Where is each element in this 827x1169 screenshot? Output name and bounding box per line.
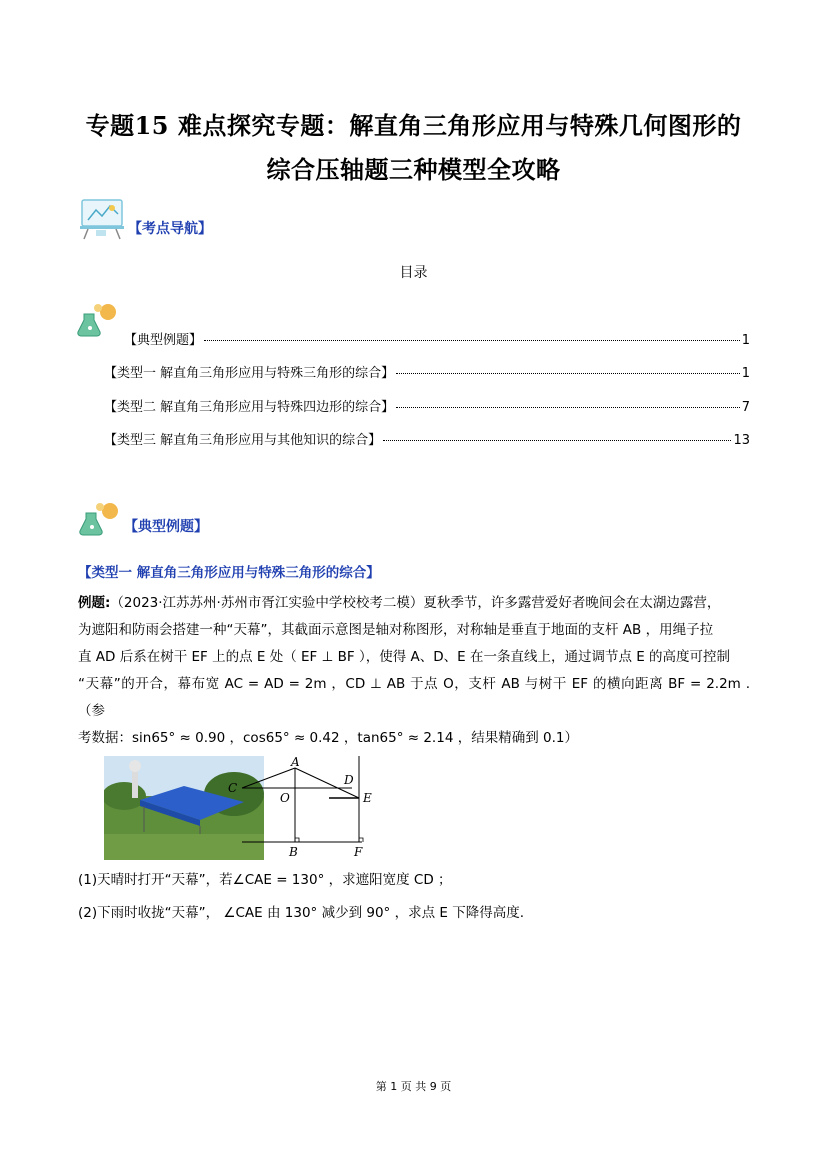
toc-item-label: 【类型二 解直角三角形应用与特殊四边形的综合】 bbox=[104, 400, 395, 415]
toc-leader-dots bbox=[204, 340, 740, 341]
title-line-2: 综合压轴题三种模型全攻略 bbox=[266, 155, 561, 184]
example-line-5: 考数据：sin65° ≈ 0.90 ，cos65° ≈ 0.42 ，tan65° ≈ 2.14 ，结果精确到 0.1） bbox=[78, 730, 578, 746]
geometry-diagram bbox=[222, 752, 382, 862]
toc-item-typical[interactable] bbox=[124, 329, 750, 348]
example-line-1: （2023·江苏苏州·苏州市胥江实验中学校校考二模）夏秋季节，许多露营爱好者晚间会在太湖边露营， bbox=[110, 595, 721, 611]
label-e: E bbox=[363, 791, 372, 805]
examples-section-head bbox=[78, 500, 208, 538]
label-b: B bbox=[289, 845, 298, 859]
right-angle-b bbox=[295, 838, 299, 842]
example-line-2: 为遮阳和防雨会搭建一种“天幕”，其截面示意图是轴对称图形，对称轴是垂直于地面的支杆 AB ，用绳子拉 bbox=[78, 622, 714, 638]
label-a: A bbox=[291, 755, 300, 769]
label-f: F bbox=[354, 845, 363, 859]
toc-leader-dots bbox=[396, 407, 740, 408]
example-prefix: 例题: bbox=[78, 595, 111, 611]
page-title bbox=[60, 104, 767, 192]
right-angle-f bbox=[359, 838, 363, 842]
toc-leader-dots bbox=[396, 373, 740, 374]
toc-item-type3[interactable] bbox=[104, 429, 750, 448]
question-2: (2)下雨时收拢“天幕”， ∠CAE 由 130° 减少到 90° ，求点 E 下降得高度. bbox=[78, 905, 525, 921]
flask-bubbles-icon bbox=[78, 500, 122, 538]
line-ac bbox=[242, 768, 295, 788]
type1-heading: 【类型一 解直角三角形应用与特殊三角形的综合】 bbox=[78, 565, 380, 581]
toc-item-label: 【类型一 解直角三角形应用与特殊三角形的综合】 bbox=[104, 366, 395, 381]
question-1: (1)天晴时打开“天幕”，若∠CAE = 130° ，求遮阳宽度 CD ； bbox=[78, 872, 452, 888]
toc-item-page: 1 bbox=[741, 366, 750, 381]
toc-title: 目录 bbox=[399, 265, 428, 281]
nav-label: 【考点导航】 bbox=[128, 221, 212, 237]
example-line-4: “天幕”的开合，幕布宽 AC = AD = 2m ，CD ⊥ AB 于点 O，支杆 AB 与树干 EF 的横向距离 BF = 2.2m .（参 bbox=[78, 676, 750, 719]
toc-item-page: 7 bbox=[741, 400, 750, 415]
label-d: D bbox=[344, 773, 354, 787]
toc-item-label: 【典型例题】 bbox=[124, 333, 203, 348]
example-line-3: 直 AD 后系在树干 EF 上的点 E 处（ EF ⊥ BF ），使得 A、D、E 在一条直线上，通过调节点 E 的高度可控制 bbox=[78, 649, 731, 665]
nav-section-head bbox=[78, 198, 212, 240]
example-problem bbox=[78, 590, 750, 752]
label-o: O bbox=[280, 791, 290, 805]
toc-item-label: 【类型三 解直角三角形应用与其他知识的综合】 bbox=[104, 433, 382, 448]
title-line-1: 专题15 难点探究专题：解直角三角形应用与特殊几何图形的 bbox=[85, 111, 742, 140]
presentation-board-icon bbox=[78, 198, 126, 240]
page-footer: 第 1 页 共 9 页 bbox=[375, 1080, 452, 1093]
toc-leader-dots bbox=[383, 440, 731, 441]
toc-item-page: 1 bbox=[741, 333, 750, 348]
toc-item-type2[interactable] bbox=[104, 396, 750, 415]
toc-item-type1[interactable] bbox=[104, 362, 750, 381]
flask-bubbles-icon bbox=[76, 302, 120, 338]
label-c: C bbox=[228, 781, 238, 795]
examples-label: 【典型例题】 bbox=[124, 519, 208, 535]
toc-item-page: 13 bbox=[733, 433, 750, 448]
